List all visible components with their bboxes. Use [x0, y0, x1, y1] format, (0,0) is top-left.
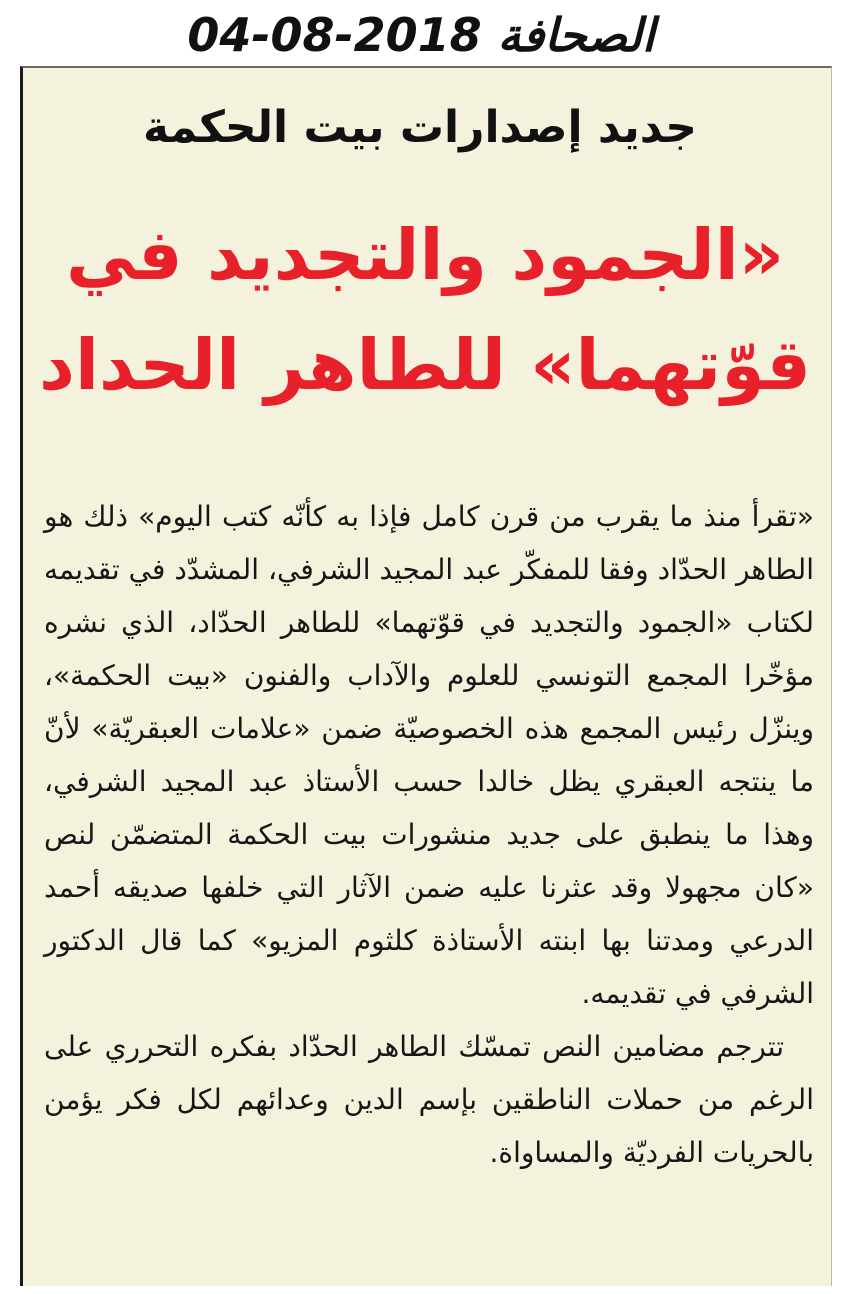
headline-line-2: قوّتهما» للطاهر الحداد: [39, 324, 811, 406]
article-kicker: جديد إصدارات بيت الحكمة: [143, 102, 697, 153]
headline-line-1: «الجمود والتجديد في: [65, 214, 785, 296]
article-paragraph-2: تترجم مضامين النص تمسّك الطاهر الحدّاد بفكره التحرري على الرغم من حملات الناطقين بإسم الدين وعدائهم لكل فكر يؤمن بالحريات الفرديّة والمساواة.: [44, 1030, 814, 1169]
source-and-date: الصحافة 2018-08-04: [187, 8, 655, 62]
article-body: [44, 490, 814, 1179]
newspaper-date-header: [0, 4, 842, 66]
article-paragraph-1: «تقرأ منذ ما يقرب من قرن كامل فإذا به كأنّه كتب اليوم» ذلك هو الطاهر الحدّاد وفقا للمفكّر عبد المجيد الشرفي، المشدّد في تقديمه لكتاب «الجمود والتجديد في قوّتهما» للطاهر الحدّاد، الذي نشره مؤخّرا المجمع التونسي للعلوم والآداب والفنون «بيت الحكمة»، وينزّل رئيس المجمع هذه الخصوصيّة ضمن «علامات العبقريّة» لأنّ ما ينتجه العبقري يظل خالدا حسب الأستاذ عبد المجيد الشرفي، وهذا ما ينطبق على جديد منشورات بيت الحكمة المتضمّن لنص «كان مجهولا وقد عثرنا عليه ضمن الآثار التي خلفها صديقه أحمد الدرعي ومدتنا بها ابنته الأستاذة كلثوم المزيو» كما قال الدكتور الشرفي في تقديمه.: [44, 500, 814, 1010]
article-headline: [30, 200, 820, 420]
